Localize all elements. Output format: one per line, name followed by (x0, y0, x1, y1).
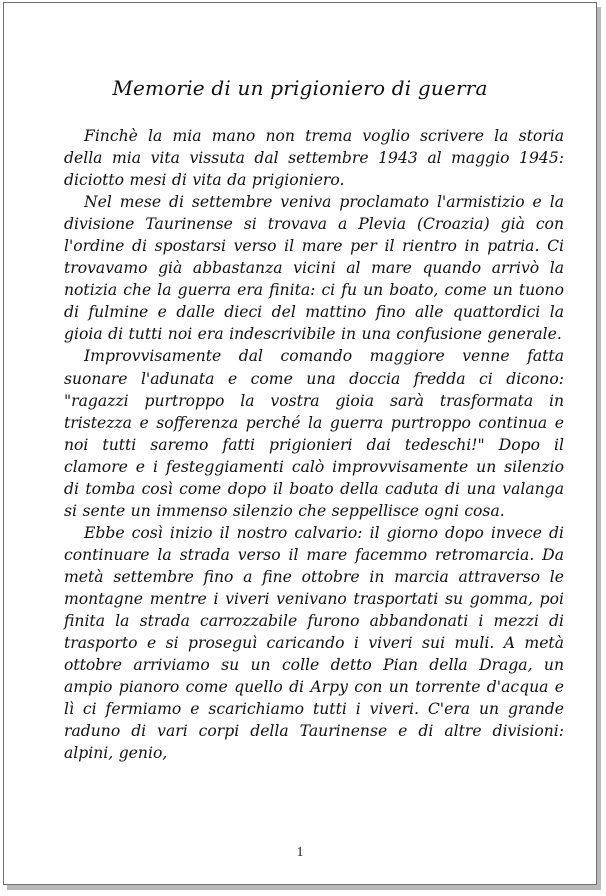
paragraph: Finchè la mia mano non trema voglio scrivere la storia della mia vita vissuta dal settembre 1943 al maggio 1945: diciotto mesi di vita da prigioniero. (64, 127, 564, 190)
document-title: Memorie di un prigioniero di guerra (112, 76, 488, 100)
paragraph: Nel mese di settembre veniva proclamato l'armistizio e la divisione Taurinense si trovava a Plevia (Croazia) già con l'ordine di spostarsi verso il mare per il rientro in patria. Ci trovavamo già abbastanza vicini al mare quando arrivò la notizia che la guerra era finita: ci fu un boato, come un tuono di fulmine e dalle dieci del mattino fino alle quattordici la gioia di tutti noi era indescrivibile in una confusione generale. (64, 193, 564, 344)
document-body (64, 125, 564, 764)
paragraph: Ebbe così inizio il nostro calvario: il giorno dopo invece di continuare la strada verso il mare facemmo retromarcia. Da metà settembre fino a fine ottobre in marcia attraverso le montagne mentre i viveri venivano trasportati su gomma, poi finita la strada carrozzabile furono abbandonati i mezzi di trasporto e si proseguì caricando i viveri sui muli. A metà ottobre arriviamo su un colle detto Pian della Draga, un ampio pianoro come quello di Arpy con un torrente d'acqua e lì ci fermiamo e scarichiamo tutti i viveri. C'era un grande raduno di vari corpi della Taurinense e di altre divisioni: alpini, genio, (64, 523, 564, 763)
document-page (3, 2, 597, 885)
paragraph: Improvvisamente dal comando maggiore venne fatta suonare l'adunata e come una doccia fredda ci dicono: "ragazzi purtroppo la vostra gioia sarà trasformata in tristezza e sofferenza perché la guerra purtroppo continua e noi tutti saremo fatti prigionieri dai tedeschi!" Dopo il clamore e i festeggiamenti calò improvvisamente un silenzio di tomba così come dopo il boato della caduta di una valanga si sente un immenso silenzio che seppellisce ogni cosa. (64, 347, 564, 520)
page-number: 1 (296, 845, 304, 860)
